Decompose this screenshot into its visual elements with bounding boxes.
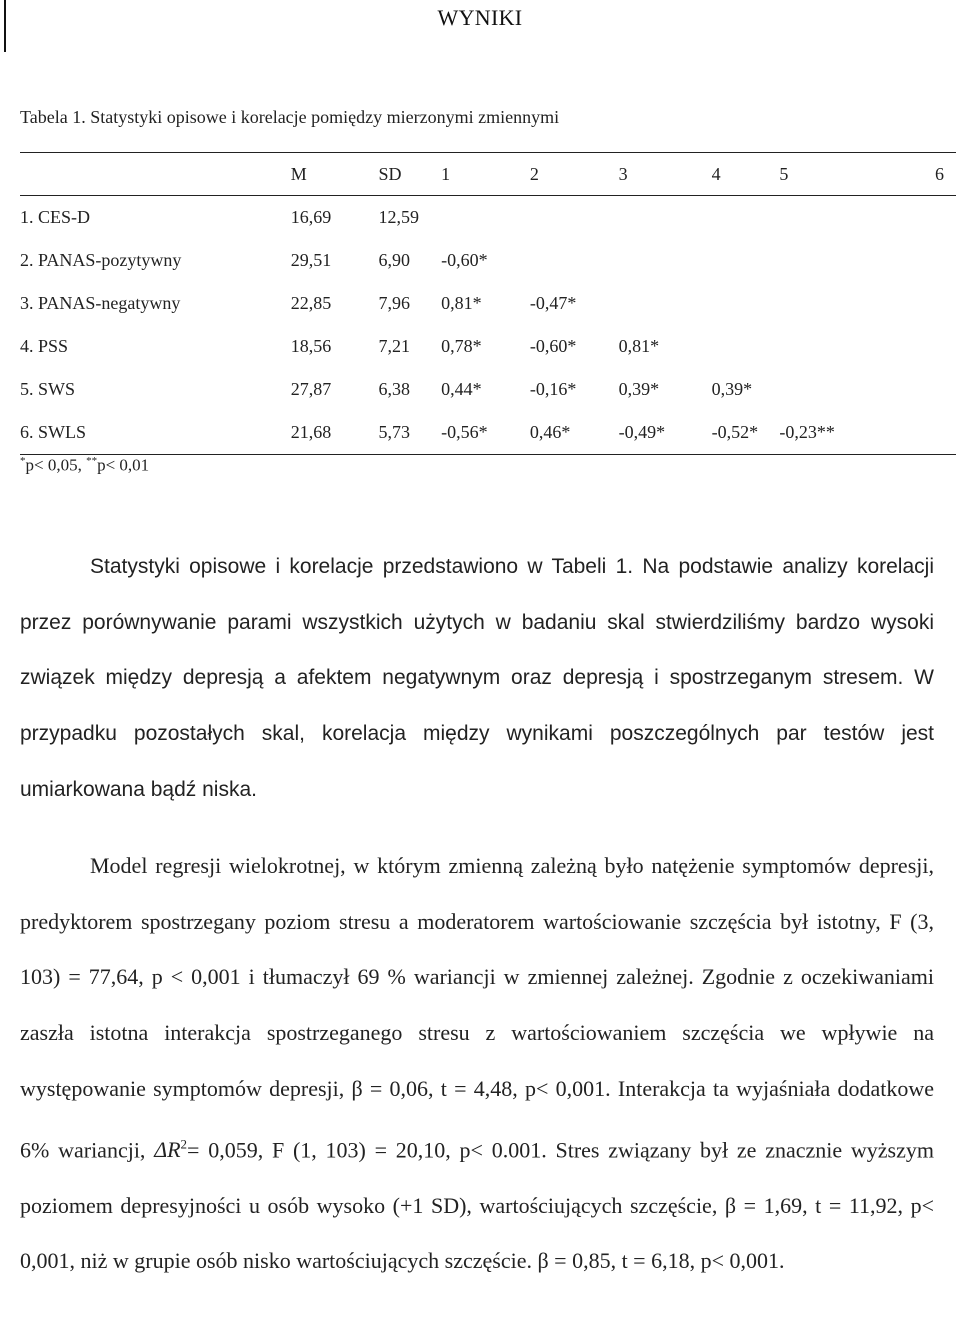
table-cell: 21,68: [290, 422, 332, 442]
table-cell: [712, 282, 780, 325]
table-cell: 18,56: [290, 336, 332, 356]
table-row: [20, 239, 956, 282]
table-cell: [619, 282, 712, 325]
table-cell: [779, 282, 848, 325]
section-heading: WYNIKI: [437, 5, 523, 30]
table-cell: [849, 368, 956, 411]
table-footnote: [20, 455, 149, 476]
table-cell: [849, 239, 956, 282]
table-cell: 16,69: [290, 207, 332, 227]
row-label: 2. PANAS-pozytywny: [20, 250, 182, 270]
table-cell: 6,90: [378, 250, 410, 270]
table-row: [20, 282, 956, 325]
table-cell: [779, 239, 848, 282]
table-cell: 5,73: [378, 422, 410, 442]
table-row: [20, 411, 956, 455]
results-paragraph-correlations: Statystyki opisowe i korelacje przedstawiono w Tabeli 1. Na podstawie analizy korelacji przez porównywanie parami wszystkich użytych w badaniu skal stwierdziliśmy bardzo wysoki związek między depresją a afektem negatywnym oraz depresją i spostrzeganym stresem. W przypadku pozostałych skal, korelacja między wynikami poszczególnych par testów jest umiarkowana bądź niska.: [20, 555, 934, 801]
table-cell: [849, 282, 956, 325]
table-cell: [530, 196, 619, 240]
footnote-symbol: **: [86, 455, 98, 467]
table-cell: 29,51: [290, 250, 332, 270]
header-cell: 1: [441, 163, 451, 184]
footnote-symbol: *: [20, 455, 26, 467]
table-cell: 6,38: [378, 379, 410, 399]
table-cell: 7,21: [378, 336, 410, 356]
row-label: 5. SWS: [20, 379, 76, 399]
table-cell: 27,87: [290, 379, 332, 399]
header-cell: 6: [935, 163, 944, 184]
table-cell: -0,16*: [529, 379, 577, 399]
table-cell: [849, 325, 956, 368]
table-cell: [779, 368, 848, 411]
table-cell: 0,78*: [441, 336, 482, 356]
table-cell: [619, 239, 712, 282]
footnote-text: p< 0,05,: [25, 455, 87, 475]
row-label: 1. CES-D: [20, 207, 91, 227]
table-cell: 7,96: [378, 293, 410, 313]
delta-r-squared: [154, 1137, 187, 1162]
table-cell: [619, 196, 712, 240]
table-cell: 0,46*: [529, 422, 571, 442]
table-header-row: [20, 153, 956, 196]
table-cell: -0,60*: [529, 336, 577, 356]
table-cell: 0,39*: [618, 379, 660, 399]
delta-r-exponent: 2: [180, 1136, 188, 1152]
table-cell: [712, 239, 780, 282]
table-cell: [712, 325, 780, 368]
table-cell: -0,49*: [618, 422, 666, 442]
results-paragraph-regression: [20, 838, 934, 1289]
header-cell: 4: [711, 163, 721, 184]
header-cell: 2: [529, 163, 539, 184]
header-cell: M: [290, 163, 307, 184]
paragraph-text: Model regresji wielokrotnej, w którym zmienną zależną było natężenie symptomów depresji, predyktorem spostrzegany poziom stresu a moderatorem wartościowanie szczęścia był istotny, F (3, 103) = 77,64, p < 0,001 i tłumaczył 69 % wariancji w zmiennej zależnej. Zgodnie z oczekiwaniami zaszła istotna interakcja spostrzeganego stresu z wartościowaniem szczęścia we wpływie na występowanie symptomów depresji, β = 0,06, t = 4,48, p< 0,001. Interakcja ta wyjaśniała dodatkowe 6% wariancji,: [20, 853, 934, 1162]
table-cell: 12,59: [378, 207, 419, 227]
table-cell: 0,81*: [441, 293, 482, 313]
header-cell: [20, 153, 291, 196]
row-label: 4. PSS: [20, 336, 69, 356]
table-row: [20, 325, 956, 368]
footnote-text: p< 0,01: [97, 455, 150, 475]
table-cell: 0,44*: [441, 379, 482, 399]
row-label: 6. SWLS: [20, 422, 87, 442]
statistics-table: [20, 152, 956, 455]
table-row: [20, 368, 956, 411]
table-cell: [779, 325, 848, 368]
table-cell: 22,85: [290, 293, 332, 313]
row-label: 3. PANAS-negatywny: [20, 293, 181, 313]
table-cell: [712, 196, 780, 240]
table-caption: Tabela 1. Statystyki opisowe i korelacje pomiędzy mierzonymi zmiennymi: [20, 107, 560, 127]
table-row: [20, 196, 956, 240]
table-cell: -0,23**: [779, 422, 835, 442]
table-cell: [779, 196, 848, 240]
table-cell: -0,52*: [711, 422, 759, 442]
delta-r-symbol: ΔR: [154, 1136, 181, 1162]
table-cell: -0,60*: [441, 250, 488, 270]
table-cell: [849, 411, 956, 455]
header-cell: 3: [618, 163, 628, 184]
header-cell: SD: [378, 163, 402, 184]
table-cell: [441, 196, 530, 240]
paragraph-text: = 0,059, F (1, 103) = 20,10, p< 0.001. Stres związany był ze znacznie wyższym poziomem depresyjności u osób wysoko (+1 SD), wartościujących szczęście, β = 1,69, t = 11,92, p< 0,001, niż w grupie osób nisko wartościujących szczęście. β = 0,85, t = 6,18, p< 0,001.: [20, 1136, 934, 1274]
header-cell: 5: [779, 163, 789, 184]
table-cell: 0,81*: [618, 336, 660, 356]
table-cell: -0,56*: [441, 422, 488, 442]
table-cell: -0,47*: [529, 293, 577, 313]
table-cell: [849, 196, 956, 240]
table-cell: 0,39*: [711, 379, 753, 399]
table-cell: [530, 239, 619, 282]
